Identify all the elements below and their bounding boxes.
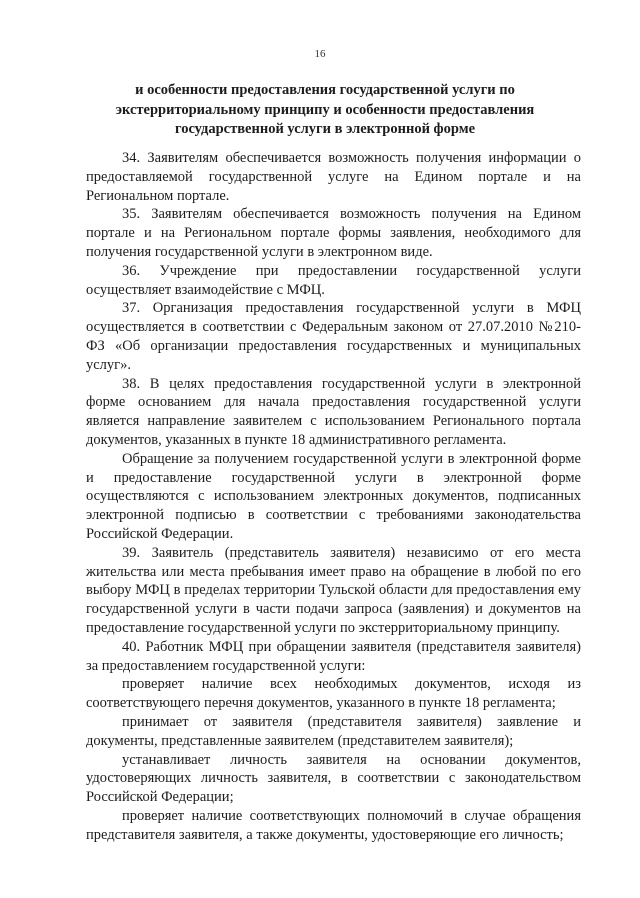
paragraph-34: 34. Заявителям обеспечивается возможность получения информации о предоставляемой государственной услуге на Едином портале и на Региональном портале.	[86, 150, 581, 204]
paragraph-38-continued: Обращение за получением государственной услуги в электронной форме и предоставление государственной услуги в электронной форме осуществляются с использованием электронных документов, подписанных электронной подписью в соответствии с требованиями законодательства Российской Федерации.	[86, 450, 581, 542]
paragraph-36: 36. Учреждение при предоставлении государственной услуги осуществляет взаимодействие с МФЦ.	[86, 262, 581, 298]
paragraph-40: 40. Работник МФЦ при обращении заявителя (представителя заявителя) за предоставлением государственной услуги:	[86, 638, 581, 674]
list-item-identify-applicant: устанавливает личность заявителя на основании документов, удостоверяющих личность заявителя, в соответствии с законодательством Российской Федерации;	[86, 751, 581, 806]
page-number: 16	[314, 48, 326, 60]
paragraph-37: 37. Организация предоставления государственной услуги в МФЦ осуществляется в соответствии с Федеральным законом от 27.07.2010 №210-ФЗ «Об организации предоставления государственных и муниципальных услуг».	[86, 300, 581, 373]
paragraph-39: 39. Заявитель (представитель заявителя) независимо от его места жительства или места пребывания имеет право на обращение в любой по его выбору МФЦ в пределах территории Тульской области для предоставления ему государственной услуги в части подачи запроса (заявления) и документов на предоставление государственной услуги по экстерриториальному принципу.	[86, 544, 581, 636]
section-heading: и особенности предоставления государственной услуги по экстерриториальному принципу и особенности предоставления государственной услуги в электронной форме	[115, 82, 535, 137]
list-item-check-documents: проверяет наличие всех необходимых документов, исходя из соответствующего перечня документов, указанного в пункте 18 регламента;	[86, 676, 581, 712]
document-body	[86, 149, 581, 844]
list-item-check-authority: проверяет наличие соответствующих полномочий в случае обращения представителя заявителя, а также документы, удостоверяющие его личность;	[86, 807, 581, 843]
paragraph-35: 35. Заявителям обеспечивается возможность получения на Едином портале и на Региональном портале формы заявления, необходимого для получения государственной услуги в электронном виде.	[86, 206, 581, 260]
list-item-accept-application: принимает от заявителя (представителя заявителя) заявление и документы, представленные заявителем (представителем заявителя);	[86, 713, 581, 749]
paragraph-38: 38. В целях предоставления государственной услуги в электронной форме основанием для начала предоставления государственной услуги является направление заявителем с использованием Регионального портала документов, указанных в пункте 18 административного регламента.	[86, 375, 581, 448]
